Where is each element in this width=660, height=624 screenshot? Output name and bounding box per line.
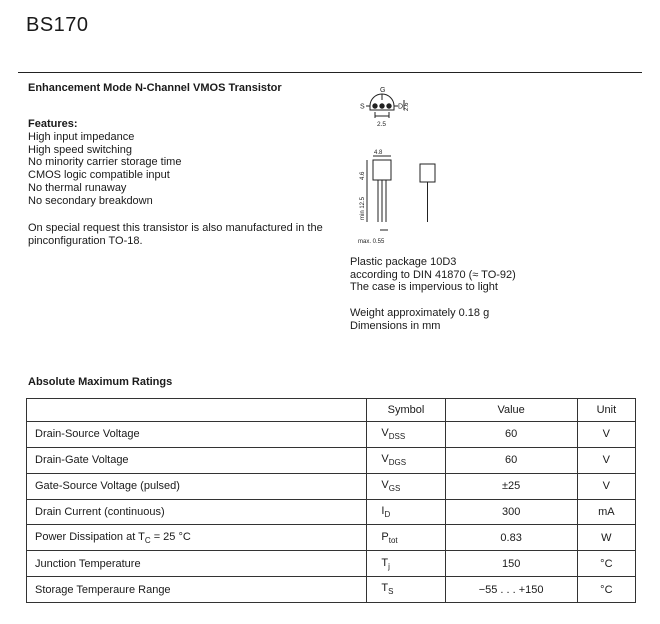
- table-row: [27, 447, 636, 473]
- front-view: [420, 164, 435, 222]
- parameter-cell: Drain-Gate Voltage: [27, 447, 367, 473]
- parameter-cell: Gate-Source Voltage (pulsed): [27, 473, 367, 499]
- package-info: [350, 256, 516, 294]
- table-row: [27, 422, 636, 448]
- ratings-table: [26, 398, 636, 603]
- dimension-units: Dimensions in mm: [350, 319, 441, 332]
- feature-item: CMOS logic compatible input: [28, 169, 170, 182]
- table-row: [27, 525, 636, 551]
- unit-cell: °C: [577, 577, 635, 603]
- pin-view: [360, 87, 410, 128]
- unit-cell: W: [577, 525, 635, 551]
- pin-spacing-dimension: 2.5: [377, 121, 387, 128]
- top-offset-dimension: 2.6: [404, 102, 410, 111]
- feature-item: High speed switching: [28, 143, 132, 156]
- parameter-cell: Junction Temperature: [27, 551, 367, 577]
- parameter-column-header: [27, 399, 367, 422]
- value-cell: ±25: [445, 473, 577, 499]
- parameter-cell: Power Dissipation at $T_C = 25$ °C: [27, 525, 367, 551]
- unit-column-header: Unit: [577, 399, 635, 422]
- symbol-cell: $T_j$: [367, 551, 445, 577]
- unit-cell: V: [577, 473, 635, 499]
- unit-cell: V: [577, 422, 635, 448]
- source-pin-label: S: [360, 103, 365, 111]
- value-cell: −55 . . . +150: [445, 577, 577, 603]
- lead-thickness-dimension: max. 0.55: [358, 239, 385, 245]
- header-rule: [18, 72, 642, 73]
- symbol-cell: $V_{GS}$: [367, 473, 445, 499]
- parameter-cell: Storage Temperaure Range: [27, 577, 367, 603]
- package-standard: according to DIN 41870 (≈ TO-92): [350, 268, 516, 281]
- special-request-note: On special request this transistor is also manufactured in the pinconfiguration TO-18.: [28, 222, 323, 247]
- package-drawing: [340, 80, 460, 250]
- ratings-title: Absolute Maximum Ratings: [28, 376, 173, 388]
- table-row: [27, 473, 636, 499]
- symbol-cell: $T_S$: [367, 577, 445, 603]
- weight-info: [350, 307, 489, 332]
- value-cell: 0.83: [445, 525, 577, 551]
- feature-item: No secondary breakdown: [28, 194, 153, 207]
- lead-length-dimension: min 12.5: [360, 196, 366, 220]
- body-height-dimension: 4.6: [360, 171, 366, 180]
- table-header-row: [27, 399, 636, 422]
- part-number: BS170: [26, 14, 89, 36]
- features-list: [28, 118, 181, 208]
- symbol-cell: $V_{DSS}$: [367, 422, 445, 448]
- parameter-cell: Drain Current (continuous): [27, 499, 367, 525]
- unit-cell: V: [577, 447, 635, 473]
- features-heading: Features:: [28, 118, 78, 130]
- body-width-dimension: 4.8: [374, 150, 383, 156]
- drain-pin-label: D: [398, 103, 404, 111]
- symbol-cell: $I_D$: [367, 499, 445, 525]
- unit-cell: mA: [577, 499, 635, 525]
- value-cell: 300: [445, 499, 577, 525]
- symbol-cell: $V_{DGS}$: [367, 447, 445, 473]
- device-subtitle: Enhancement Mode N-Channel VMOS Transistor: [28, 82, 282, 94]
- side-view: [358, 150, 391, 245]
- value-column-header: Value: [445, 399, 577, 422]
- parameter-cell: Drain-Source Voltage: [27, 422, 367, 448]
- gate-pin-label: G: [380, 87, 386, 94]
- feature-item: No minority carrier storage time: [28, 156, 182, 169]
- value-cell: 150: [445, 551, 577, 577]
- table-row: [27, 577, 636, 603]
- feature-item: High input impedance: [28, 130, 135, 143]
- package-note: The case is impervious to light: [350, 281, 498, 293]
- table-row: [27, 551, 636, 577]
- feature-item: No thermal runaway: [28, 181, 127, 194]
- table-row: [27, 499, 636, 525]
- value-cell: 60: [445, 422, 577, 448]
- symbol-cell: $P_{tot}$: [367, 525, 445, 551]
- value-cell: 60: [445, 447, 577, 473]
- unit-cell: °C: [577, 551, 635, 577]
- weight-value: Weight approximately 0.18 g: [350, 307, 490, 319]
- package-type: Plastic package 10D3: [350, 256, 457, 268]
- symbol-column-header: Symbol: [367, 399, 445, 422]
